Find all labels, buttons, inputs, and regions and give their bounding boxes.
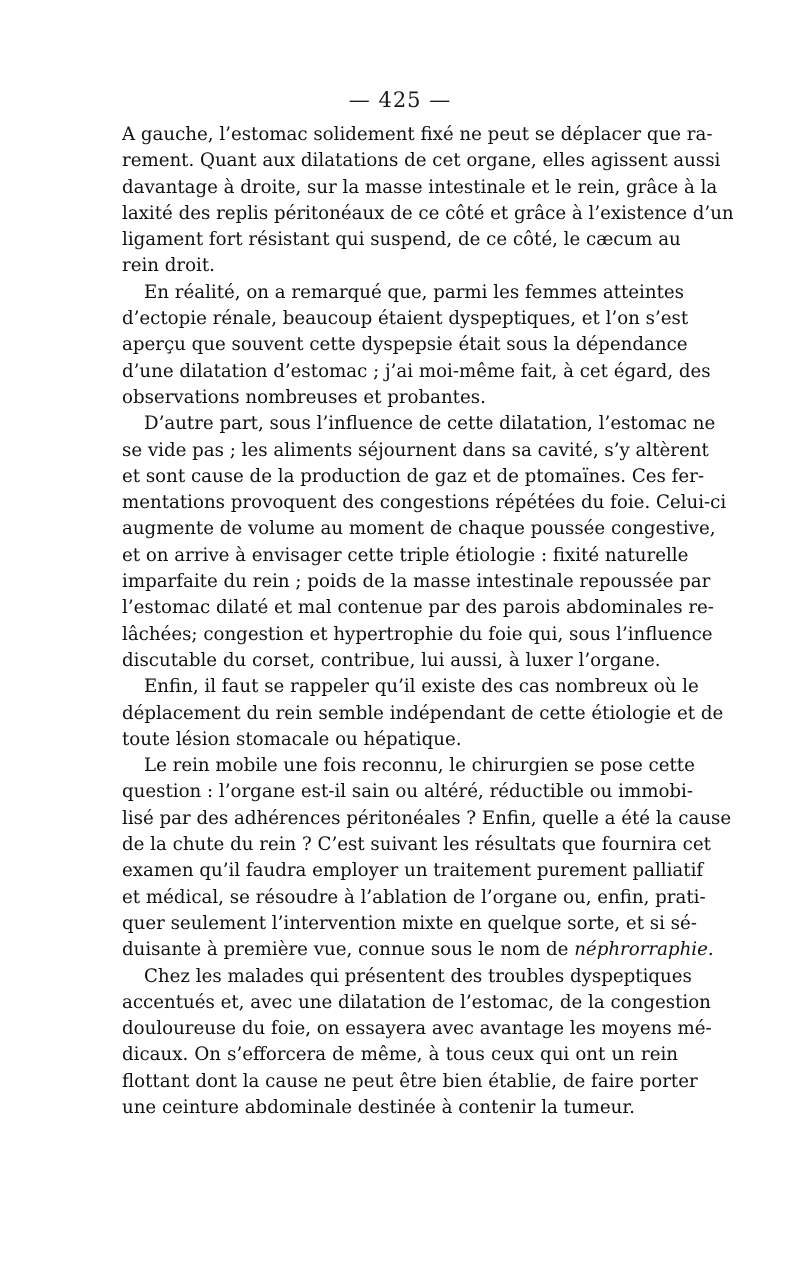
text-line: et médical, se résoudre à l’ablation de l’organe ou, enfin, prati- <box>122 886 706 908</box>
paragraph-5 <box>122 753 732 963</box>
text-line: quer seulement l’intervention mixte en quelque sorte, et si sé- <box>122 912 697 934</box>
text-line: D’autre part, sous l’influence de cette dilatation, l’estomac ne <box>144 413 716 435</box>
text-line-with-italic <box>122 937 714 963</box>
text-line: lisé par des adhérences péritonéales ? Enfin, quelle a été la cause <box>122 807 732 829</box>
text-line: et on arrive à envisager cette triple étiologie : fixité naturelle <box>122 544 689 566</box>
paragraph-1 <box>122 122 734 280</box>
page-number: — 425 — <box>348 88 452 112</box>
paragraph-4 <box>122 674 724 753</box>
italic-term: néphrorraphie. <box>574 939 714 961</box>
text-line: question : l’organe est-il sain ou altéré, réductible ou immobi- <box>122 781 694 803</box>
text-line: En réalité, on a remarqué que, parmi les femmes atteintes <box>144 281 684 303</box>
paragraph-3 <box>122 411 727 674</box>
text-line: toute lésion stomacale ou hépatique. <box>122 728 462 750</box>
text-line: accentués et, avec une dilatation de l’estomac, de la congestion <box>122 991 711 1013</box>
text-line: Chez les malades qui présentent des troubles dyspeptiques <box>144 965 692 987</box>
text-line: laxité des replis péritonéaux de ce côté et grâce à l’existence d’un <box>122 202 734 224</box>
text-line: se vide pas ; les aliments séjournent dans sa cavité, s’y altèrent <box>122 439 709 461</box>
text-run: duisante à première vue, connue sous le nom de <box>122 939 569 961</box>
text-line: Enfin, il faut se rappeler qu’il existe des cas nombreux où le <box>144 676 699 698</box>
body-text <box>122 122 734 1121</box>
text-line: l’estomac dilaté et mal contenue par des parois abdominales re- <box>122 597 714 619</box>
text-line: une ceinture abdominale destinée à contenir la tumeur. <box>122 1096 635 1118</box>
text-line: flottant dont la cause ne peut être bien établie, de faire porter <box>122 1070 698 1092</box>
text-line: A gauche, l’estomac solidement fixé ne peut se déplacer que ra- <box>122 124 713 145</box>
text-line: et sont cause de la production de gaz et de ptomaïnes. Ces fer- <box>122 465 704 487</box>
text-line: lâchées; congestion et hypertrophie du foie qui, sous l’influence <box>122 623 713 645</box>
text-line: Le rein mobile une fois reconnu, le chirurgien se pose cette <box>144 755 695 777</box>
text-line: augmente de volume au moment de chaque poussée congestive, <box>122 518 716 540</box>
paragraph-6 <box>122 964 712 1122</box>
paragraph-2 <box>122 280 711 411</box>
text-line: rein droit. <box>122 255 215 277</box>
text-line: mentations provoquent des congestions répétées du foie. Celui-ci <box>122 492 727 514</box>
text-line: imparfaite du rein ; poids de la masse intestinale repoussée par <box>122 571 711 593</box>
text-line: dicaux. On s’efforcera de même, à tous ceux qui ont un rein <box>122 1044 678 1066</box>
text-line: aperçu que souvent cette dyspepsie était sous la dépendance <box>122 334 688 356</box>
text-line: examen qu’il faudra employer un traitement purement palliatif <box>122 860 704 882</box>
text-line: de la chute du rein ? C’est suivant les résultats que fournira cet <box>122 834 711 856</box>
text-line: d’une dilatation d’estomac ; j’ai moi-même fait, à cet égard, des <box>122 360 711 382</box>
text-line: davantage à droite, sur la masse intestinale et le rein, grâce à la <box>122 176 718 198</box>
text-line: d’ectopie rénale, beaucoup étaient dyspeptiques, et l’on s’est <box>122 308 689 330</box>
text-line: observations nombreuses et probantes. <box>122 386 486 408</box>
text-line: rement. Quant aux dilatations de cet organe, elles agissent aussi <box>122 150 721 172</box>
text-line: déplacement du rein semble indépendant de cette étiologie et de <box>122 702 724 724</box>
text-line: ligament fort résistant qui suspend, de ce côté, le cæcum au <box>122 229 681 251</box>
text-line: discutable du corset, contribue, lui aussi, à luxer l’organe. <box>122 649 661 671</box>
text-line: douloureuse du foie, on essayera avec avantage les moyens mé- <box>122 1018 712 1040</box>
